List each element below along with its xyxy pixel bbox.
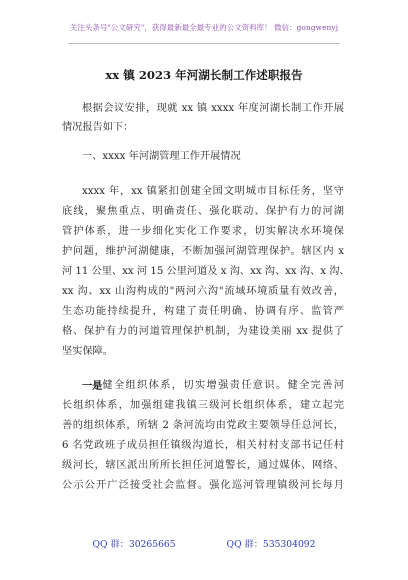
body-line: 情况报告如下： bbox=[62, 122, 134, 133]
footer-qq-group-1: QQ 群：30265665 bbox=[92, 539, 176, 550]
body-line: 管护体系，进一步细化实化工作要求，切实解决水环境保 bbox=[62, 226, 344, 237]
emphasis-paragraph-line bbox=[82, 379, 344, 393]
body-line: 健全组织体系，切实增强责任意识。健全完善河 bbox=[102, 380, 344, 391]
header-banner: 关注头条号"公文研究"，获得最新最全最专业的公文资料库！ 微信：gongwenyj bbox=[69, 23, 339, 32]
body-line: 公示公开广泛接受社会监督。强化巡河管理镇级河长每月 bbox=[62, 480, 344, 491]
body-line: 长组织体系，加强组建我镇三级河长组织体系，建立起完 bbox=[62, 400, 344, 411]
body-line: 6 名党政班子成员担任镇级沟道长，相关村村支部书记任村 bbox=[62, 440, 344, 451]
lead-in-label: 一是 bbox=[82, 380, 103, 392]
body-line: 格、保护有力的河道管理保护机制，为建设美丽 xx 提供了 bbox=[62, 326, 344, 337]
footer bbox=[0, 536, 408, 550]
body-line: 生态功能持续提升，构建了责任明确、协调有序、监管严 bbox=[62, 306, 344, 317]
body-line: xxxx 年，xx 镇紧扣创建全国文明城市目标任务，坚守 bbox=[82, 186, 344, 197]
body-line: 河 11 公里、xx 河 15 公里河道及 x 沟、xx 沟、xx 沟、x 沟、 bbox=[62, 266, 350, 277]
body-line: 护问题，维护河湖健康，不断加强河湖管理保护。辖区内 x bbox=[62, 246, 344, 257]
document-title: xx 镇 2023 年河湖长制工作述职报告 bbox=[105, 68, 303, 82]
body-line: 底线，聚焦重点、明确责任、强化联动、保护有力的河湖 bbox=[62, 206, 344, 217]
body-line: xx 沟、xx 山沟构成的"两河六沟"流域环境质量有效改善， bbox=[62, 286, 344, 297]
section-heading: 一、xxxx 年河湖管理工作开展情况 bbox=[82, 151, 241, 162]
body-line: 善的组织体系，所辖 2 条河流均由党政主要领导任总河长， bbox=[62, 420, 344, 431]
footer-qq-group-2: QQ 群：535304092 bbox=[226, 539, 316, 550]
body-line: 根据会议安排，现就 xx 镇 xxxx 年度河湖长制工作开展 bbox=[82, 103, 344, 114]
header-divider bbox=[68, 43, 340, 44]
body-line: 级河长，辖区派出所所长担任河道警长，通过媒体、网络、 bbox=[62, 460, 344, 471]
body-line: 坚实保障。 bbox=[62, 346, 113, 357]
